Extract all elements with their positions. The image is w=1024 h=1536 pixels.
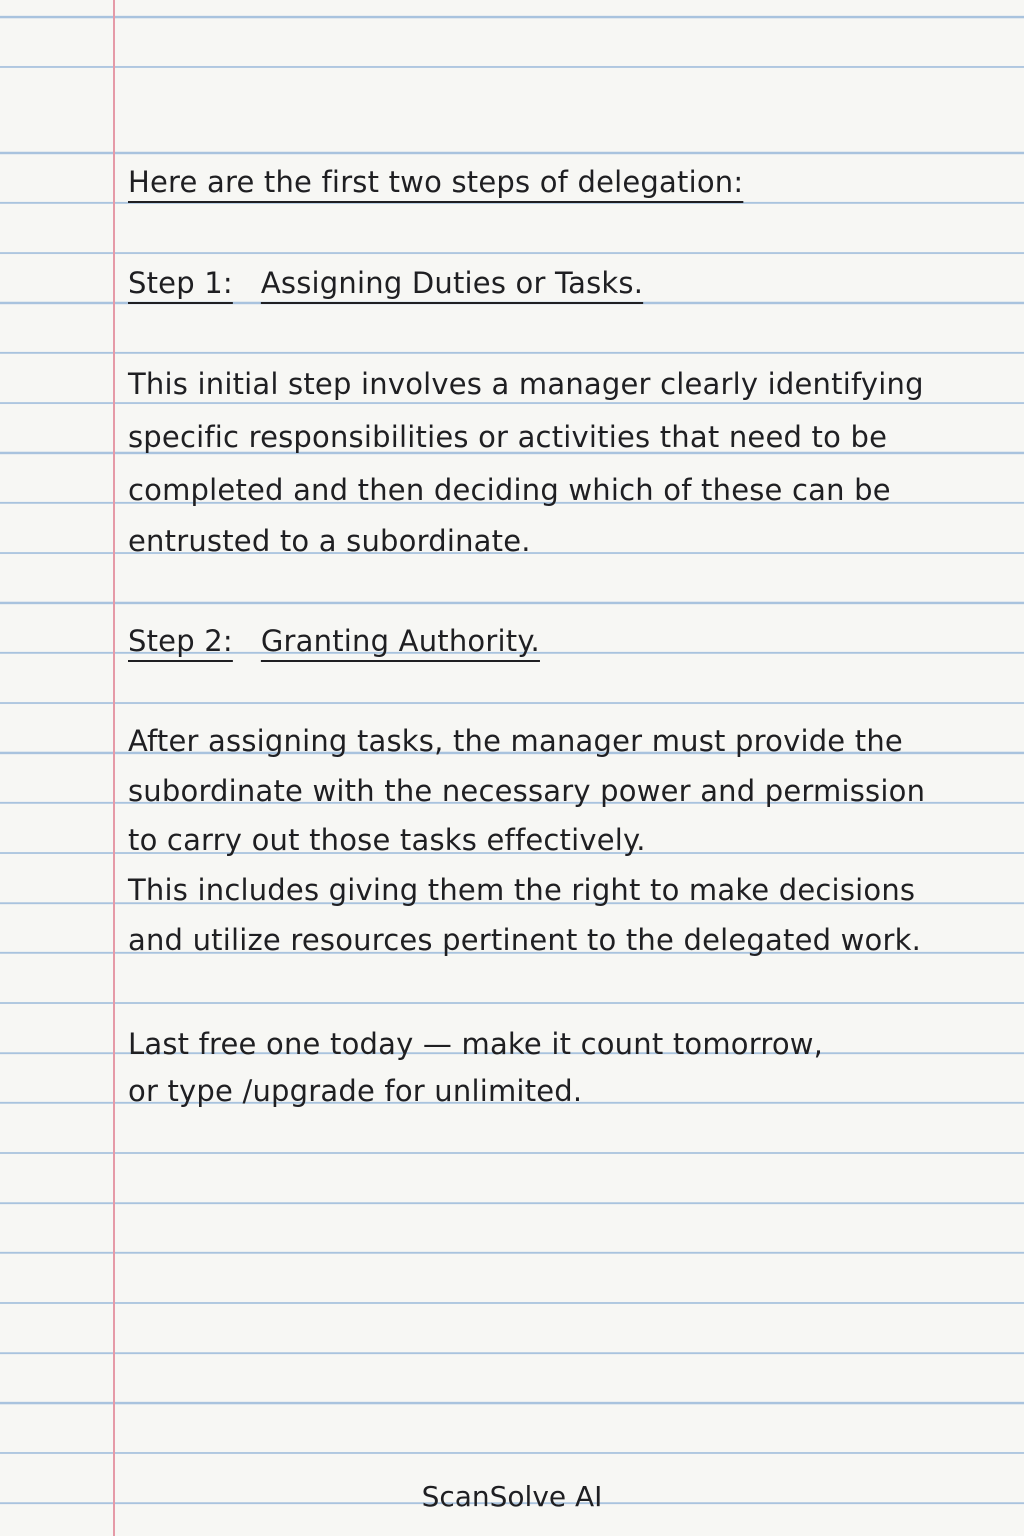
step1-label: Step 1:: [128, 266, 233, 300]
step2-line-2: subordinate with the necessary power and permission: [128, 774, 926, 808]
footer-brand: ScanSolve AI: [421, 1480, 603, 1513]
step1-line-2: specific responsibilities or activities that need to be: [128, 420, 888, 454]
margin-line: [113, 0, 115, 1536]
step1-title: Assigning Duties or Tasks.: [260, 266, 644, 300]
notice-line-1: Last free one today — make it count tomorrow,: [128, 1027, 824, 1061]
step1-line-3: completed and then deciding which of these can be: [128, 473, 891, 507]
step1-line-1: This initial step involves a manager clearly identifying: [128, 367, 924, 401]
step2-line-1: After assigning tasks, the manager must provide the: [128, 724, 903, 758]
step1-line-4: entrusted to a subordinate.: [128, 524, 531, 558]
step2-title: Granting Authority.: [260, 624, 540, 658]
step1-heading: [128, 266, 644, 300]
step2-line-3: to carry out those tasks effectively.: [128, 823, 646, 857]
step2-heading: [128, 624, 540, 658]
step2-label: Step 2:: [128, 624, 233, 658]
step2-line-5: and utilize resources pertinent to the delegated work.: [128, 923, 922, 957]
heading: Here are the first two steps of delegation:: [128, 165, 744, 199]
step2-line-4: This includes giving them the right to make decisions: [128, 873, 916, 907]
notice-line-2: or type /upgrade for unlimited.: [128, 1074, 583, 1108]
